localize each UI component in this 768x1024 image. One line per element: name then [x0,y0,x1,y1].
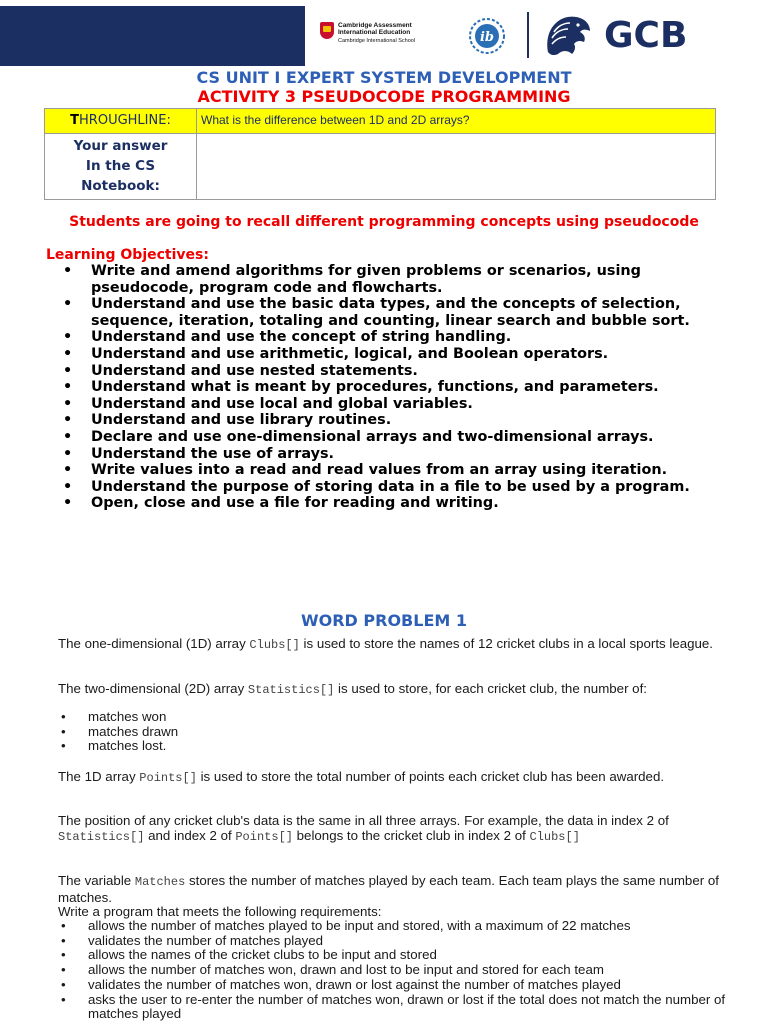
list-item: • matches lost. [58,739,738,754]
objective-item: • Understand and use nested statements. [63,363,723,380]
word-problem-title: WORD PROBLEM 1 [300,611,467,630]
objective-item: • Write and amend algorithms for given problems or scenarios, using pseudocode, program code and flowcharts. [63,263,723,296]
objective-item: • Understand and use library routines. [63,412,723,429]
objective-item: • Open, close and use a file for reading and writing. [63,495,723,512]
list-item: • asks the user to re-enter the number of matches won, drawn or lost if the total does not match the number of matches played [58,993,738,1022]
objectives-heading: Learning Objectives: [46,247,209,263]
paragraph-statistics: The two-dimensional (2D) array Statistics[] is used to store, for each cricket club, the number of: [58,681,647,697]
objectives-list [63,263,723,512]
unit-title: CS UNIT I EXPERT SYSTEM DEVELOPMENT [196,68,572,87]
ib-logo-icon [467,17,507,55]
answer-label: Your answer In the CS Notebook: [45,134,197,200]
list-item: • matches drawn [58,725,738,740]
cambridge-shield-icon [320,22,334,39]
objective-item: • Write values into a read and read values from an array using iteration. [63,462,723,479]
cambridge-line3: Cambridge International School [338,38,416,44]
paragraph-matches: The variable Matches stores the number of matches played by each team. Each team plays the same number of matches. [58,873,719,905]
objective-item: • Understand the purpose of storing data in a file to be used by a program. [63,479,723,496]
objective-item: • Declare and use one-dimensional arrays and two-dimensional arrays. [63,429,723,446]
activity-title: ACTIVITY 3 PSEUDOCODE PROGRAMMING [197,87,571,106]
cambridge-line2: International Education [338,29,411,36]
paragraph-points: The 1D array Points[] is used to store the total number of points each cricket club has been awarded. [58,769,665,785]
cambridge-logo [320,22,440,50]
throughline-table [44,108,716,200]
paragraph-position: The position of any cricket club's data is the same in all three arrays. For example, the data in index 2 of Statistics[] and index 2 of Points[] belongs to the cricket club in index 2 of Clubs[] [58,813,669,844]
list-item: • matches won [58,710,738,725]
objective-item: • Understand and use the basic data types, and the concepts of selection, sequence, iteration, totaling and counting, linear search and bubble sort. [63,296,723,329]
code-clubs: Clubs[] [249,638,300,652]
code-statistics: Statistics[] [247,683,335,697]
answer-cell[interactable] [197,134,716,200]
throughline-question: What is the difference between 1D and 2D arrays? [197,109,716,134]
paragraph-clubs: The one-dimensional (1D) array Clubs[] is used to store the names of 12 cricket clubs in a local sports league. [58,636,714,652]
list-item: • allows the number of matches played to be input and stored, with a maximum of 22 matches [58,919,738,934]
objective-item: • Understand the use of arrays. [63,446,723,463]
objective-item: • Understand and use local and global variables. [63,396,723,413]
lion-icon [540,12,594,58]
objective-item: • Understand and use arithmetic, logical, and Boolean operators. [63,346,723,363]
cambridge-line1: Cambridge Assessment [338,22,412,29]
objective-item: • Understand and use the concept of string handling. [63,329,723,346]
requirements-list [58,919,738,1022]
list-item: • allows the names of the cricket clubs to be input and stored [58,948,738,963]
list-item: • allows the number of matches won, drawn and lost to be input and stored for each team [58,963,738,978]
header-banner [0,6,305,66]
code-matches: Matches [134,875,186,889]
statistics-list [58,710,738,754]
list-item: • validates the number of matches played [58,934,738,949]
gcb-logo-text: GCB [604,15,688,56]
logo-divider [527,12,529,58]
list-item: • validates the number of matches won, drawn or lost against the number of matches played [58,978,738,993]
objective-item: • Understand what is meant by procedures, functions, and parameters. [63,379,723,396]
code-points: Points[] [139,771,197,785]
throughline-label: THROUGHLINE: [45,109,197,134]
paragraph-requirements-intro: Write a program that meets the following requirements: [58,904,382,919]
ib-logo-text: ib [479,30,495,45]
intro-text: Students are going to recall different programming concepts using pseudocode [69,214,699,230]
